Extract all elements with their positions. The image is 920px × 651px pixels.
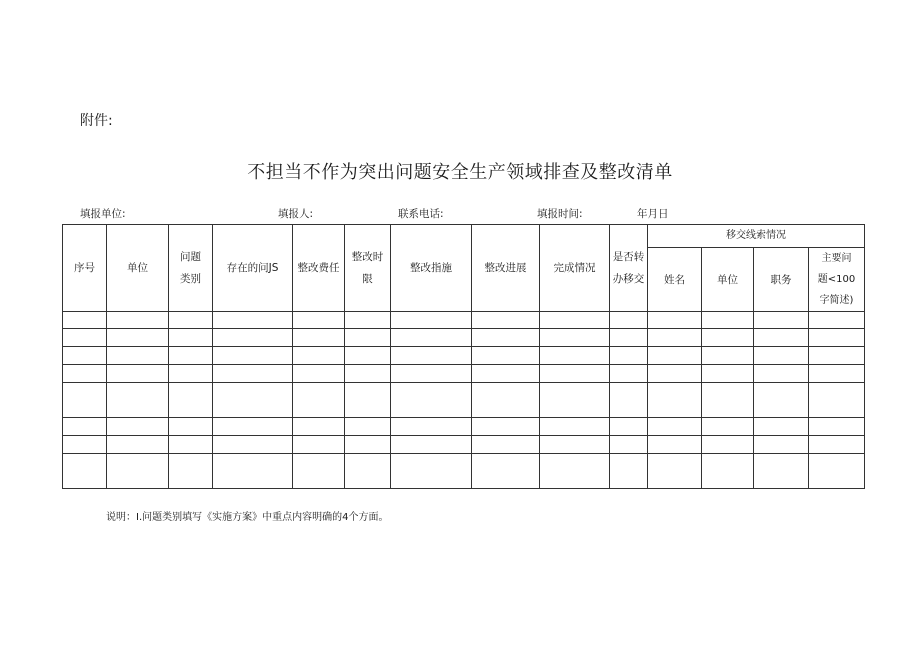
header-position: 职务 [754,248,809,312]
table-cell[interactable] [293,454,345,489]
table-cell[interactable] [540,383,610,418]
table-cell[interactable] [293,436,345,454]
fill-date-label: 年月日 [637,208,669,220]
table-cell[interactable] [345,383,391,418]
table-cell[interactable] [213,418,293,436]
table-cell[interactable] [754,454,809,489]
table-cell[interactable] [63,383,107,418]
table-cell[interactable] [809,383,865,418]
table-cell[interactable] [345,312,391,329]
table-cell[interactable] [610,418,648,436]
table-cell[interactable] [391,365,472,383]
table-cell[interactable] [754,347,809,365]
table-cell[interactable] [540,312,610,329]
table-cell[interactable] [391,454,472,489]
table-cell[interactable] [345,329,391,347]
table-cell[interactable] [702,383,754,418]
header-progress: 整改进展 [472,225,540,312]
table-cell[interactable] [472,365,540,383]
table-cell[interactable] [809,418,865,436]
table-cell[interactable] [169,329,213,347]
table-cell[interactable] [472,347,540,365]
table-cell[interactable] [754,312,809,329]
header-measures: 整改指施 [391,225,472,312]
table-cell[interactable] [540,436,610,454]
table-cell[interactable] [63,329,107,347]
table-cell[interactable] [293,365,345,383]
table-cell[interactable] [702,347,754,365]
table-cell[interactable] [472,312,540,329]
table-row [63,436,865,454]
table-cell[interactable] [107,312,169,329]
table-cell[interactable] [610,329,648,347]
table-cell[interactable] [648,347,702,365]
table-cell[interactable] [809,312,865,329]
table-cell[interactable] [540,329,610,347]
table-cell[interactable] [213,312,293,329]
rectification-table [62,224,865,489]
table-cell[interactable] [754,365,809,383]
table-cell[interactable] [213,365,293,383]
table-cell[interactable] [809,436,865,454]
table-cell[interactable] [391,312,472,329]
table-cell[interactable] [610,383,648,418]
table-cell[interactable] [540,454,610,489]
table-cell[interactable] [540,365,610,383]
table-cell[interactable] [63,347,107,365]
table-cell[interactable] [345,454,391,489]
table-cell[interactable] [702,329,754,347]
table-cell[interactable] [169,418,213,436]
table-cell[interactable] [107,347,169,365]
table-row [63,347,865,365]
fill-person-label: 填报人: [278,208,314,220]
table-cell[interactable] [472,418,540,436]
table-cell[interactable] [809,329,865,347]
table-cell[interactable] [63,312,107,329]
header-unit: 单位 [107,225,169,312]
table-cell[interactable] [540,347,610,365]
header-index: 序号 [63,225,107,312]
table-row [63,365,865,383]
table-cell[interactable] [809,454,865,489]
table-cell[interactable] [107,329,169,347]
header-responsible: 整改费任 [293,225,345,312]
table-cell[interactable] [63,454,107,489]
table-cell[interactable] [213,347,293,365]
table-cell[interactable] [391,436,472,454]
table-cell[interactable] [702,418,754,436]
table-cell[interactable] [648,383,702,418]
header-main-issue: 主要问 题<100 字简述) [809,248,865,312]
contact-phone-label: 联系电话: [398,208,444,220]
table-cell[interactable] [293,347,345,365]
table-cell[interactable] [610,454,648,489]
table-cell[interactable] [169,454,213,489]
table-cell[interactable] [610,365,648,383]
table-cell[interactable] [391,329,472,347]
table-cell[interactable] [702,436,754,454]
table-cell[interactable] [754,436,809,454]
table-row [63,329,865,347]
table-row [63,454,865,489]
table-cell[interactable] [345,436,391,454]
fill-time-label: 填报时间: [537,208,583,220]
table-cell[interactable] [107,436,169,454]
table-cell[interactable] [702,365,754,383]
table-cell[interactable] [648,418,702,436]
table-cell[interactable] [345,365,391,383]
table-cell[interactable] [391,383,472,418]
table-cell[interactable] [293,383,345,418]
table-row [63,418,865,436]
table-cell[interactable] [809,347,865,365]
table-cell[interactable] [63,365,107,383]
table-cell[interactable] [107,383,169,418]
table-cell[interactable] [648,329,702,347]
header-clue-group: 移交线索情况 [648,225,865,248]
table-cell[interactable] [169,312,213,329]
table-cell[interactable] [754,418,809,436]
header-deadline: 整改时 限 [345,225,391,312]
fill-unit-label: 填报单位: [80,208,126,220]
table-cell[interactable] [63,436,107,454]
table-cell[interactable] [293,418,345,436]
table-cell[interactable] [702,312,754,329]
table-cell[interactable] [472,454,540,489]
page-title: 不担当不作为突出问题安全生产领域排查及整改清单 [247,162,673,183]
table-cell[interactable] [345,347,391,365]
table-cell[interactable] [610,347,648,365]
header-name: 姓名 [648,248,702,312]
table-cell[interactable] [754,383,809,418]
table-cell[interactable] [648,454,702,489]
table-cell[interactable] [293,312,345,329]
table-cell[interactable] [702,454,754,489]
table-cell[interactable] [169,365,213,383]
table-cell[interactable] [391,347,472,365]
header-category: 问题 类别 [169,225,213,312]
table-cell[interactable] [345,418,391,436]
table-row [63,312,865,329]
header-clue-unit: 单位 [702,248,754,312]
table-cell[interactable] [540,418,610,436]
table-cell[interactable] [472,329,540,347]
table-cell[interactable] [107,454,169,489]
table-cell[interactable] [169,383,213,418]
table-cell[interactable] [648,436,702,454]
note-text: 说明：I.问题类别填写《实施方案》中重点内容明确的4个方面。 [106,512,389,523]
table-cell[interactable] [107,418,169,436]
header-problem: 存在的问JS [213,225,293,312]
table-cell[interactable] [213,454,293,489]
table-cell[interactable] [213,383,293,418]
table-row [63,383,865,418]
table-cell[interactable] [472,383,540,418]
table-cell[interactable] [648,312,702,329]
table-cell[interactable] [391,418,472,436]
table-cell[interactable] [169,347,213,365]
table-cell[interactable] [472,436,540,454]
header-completion: 完成情况 [540,225,610,312]
table-cell[interactable] [754,329,809,347]
table-cell[interactable] [213,329,293,347]
table-cell[interactable] [610,436,648,454]
table-cell[interactable] [213,436,293,454]
table-cell[interactable] [293,329,345,347]
table-cell[interactable] [169,436,213,454]
table-cell[interactable] [107,365,169,383]
header-transfer: 是否转 办移交 [610,225,648,312]
table-cell[interactable] [610,312,648,329]
attachment-label: 附件: [80,113,113,129]
table-cell[interactable] [809,365,865,383]
table-cell[interactable] [648,365,702,383]
table-cell[interactable] [63,418,107,436]
header-row [63,225,865,248]
